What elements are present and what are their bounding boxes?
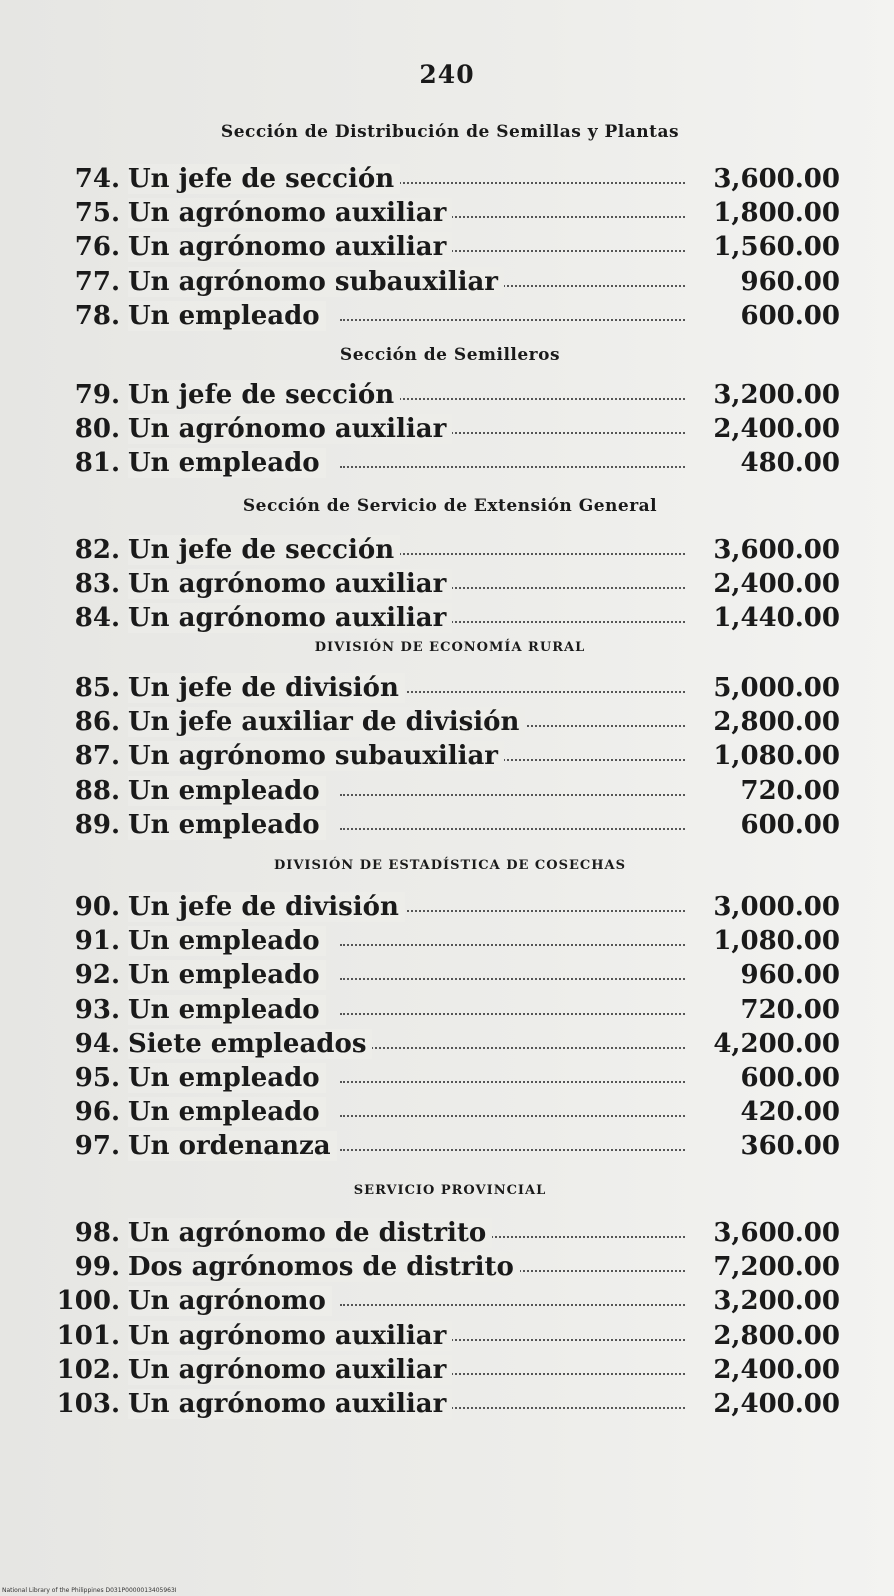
item-description xyxy=(128,926,326,956)
budget-line-item xyxy=(40,164,840,196)
budget-line-item xyxy=(40,1321,840,1353)
item-description xyxy=(128,198,452,228)
item-amount: 600.00 xyxy=(740,809,840,840)
item-description-text: Un jefe de sección xyxy=(128,164,400,194)
item-description xyxy=(128,1131,337,1161)
item-number: 97. xyxy=(74,1131,120,1162)
budget-line-item xyxy=(40,707,840,739)
item-description xyxy=(128,232,452,262)
item-amount: 720.00 xyxy=(740,775,840,806)
item-description xyxy=(128,267,504,297)
budget-line-item xyxy=(40,569,840,601)
item-description xyxy=(128,414,452,444)
item-description-text: Un empleado xyxy=(128,810,326,840)
item-description-text: Un jefe de sección xyxy=(128,535,400,565)
budget-line-item xyxy=(40,1286,840,1318)
item-description xyxy=(128,892,405,922)
item-description-text: Un empleado xyxy=(128,1063,326,1093)
item-number: 74. xyxy=(74,164,120,194)
budget-line-item xyxy=(40,926,840,958)
budget-line-item xyxy=(40,1029,840,1061)
dotted-leader xyxy=(340,1013,685,1015)
item-number: 89. xyxy=(74,809,120,840)
item-description-text: Un jefe de división xyxy=(128,892,405,922)
item-description xyxy=(128,673,405,703)
item-amount: 3,600.00 xyxy=(713,535,840,565)
item-description xyxy=(128,1286,332,1316)
item-description-text: Un empleado xyxy=(128,1097,326,1127)
item-description xyxy=(128,1321,452,1351)
item-amount: 1,080.00 xyxy=(713,926,840,957)
budget-line-item xyxy=(40,535,840,567)
item-description-text: Un agrónomo auxiliar xyxy=(128,414,452,444)
budget-line-item xyxy=(40,810,840,842)
item-amount: 1,440.00 xyxy=(713,603,840,634)
item-amount: 3,200.00 xyxy=(713,380,840,410)
item-number: 99. xyxy=(74,1252,120,1283)
budget-line-item xyxy=(40,1131,840,1163)
section-heading: SERVICIO PROVINCIAL xyxy=(353,1183,547,1198)
item-description-text: Dos agrónomos de distrito xyxy=(128,1252,520,1282)
item-description xyxy=(128,301,326,331)
item-number: 85. xyxy=(74,673,120,703)
budget-line-item xyxy=(40,1355,840,1387)
page-number: 240 xyxy=(419,60,475,89)
budget-line-item xyxy=(40,1252,840,1284)
item-number: 92. xyxy=(74,960,120,991)
section-heading: DIVISIÓN DE ESTADÍSTICA DE COSECHAS xyxy=(273,858,626,873)
item-number: 103. xyxy=(56,1389,120,1419)
item-number: 76. xyxy=(74,232,120,263)
budget-line-item xyxy=(40,673,840,705)
dotted-leader xyxy=(340,794,685,796)
item-description xyxy=(128,1063,326,1093)
item-amount: 480.00 xyxy=(740,448,840,479)
item-amount: 2,400.00 xyxy=(713,414,840,445)
item-number: 101. xyxy=(56,1320,120,1351)
item-number: 91. xyxy=(74,926,120,957)
item-description-text: Un agrónomo auxiliar xyxy=(128,1355,452,1385)
item-description-text: Un empleado xyxy=(128,776,326,806)
budget-line-item xyxy=(40,960,840,992)
budget-line-item xyxy=(40,380,840,412)
budget-line-item xyxy=(40,1389,840,1421)
item-number: 100. xyxy=(56,1286,120,1317)
dotted-leader xyxy=(340,1149,685,1151)
item-amount: 600.00 xyxy=(740,1063,840,1093)
item-number: 84. xyxy=(74,603,120,634)
item-amount: 1,800.00 xyxy=(713,198,840,229)
dotted-leader xyxy=(340,1081,685,1083)
item-description xyxy=(128,603,452,633)
item-amount: 2,800.00 xyxy=(713,707,840,738)
item-description xyxy=(128,164,400,194)
item-description xyxy=(128,569,452,599)
item-amount: 7,200.00 xyxy=(713,1252,840,1283)
item-description-text: Un jefe de división xyxy=(128,673,405,703)
item-number: 80. xyxy=(74,414,120,445)
item-number: 87. xyxy=(74,741,120,772)
item-description xyxy=(128,1029,372,1059)
dotted-leader xyxy=(340,1304,685,1306)
item-number: 96. xyxy=(74,1097,120,1128)
dotted-leader xyxy=(340,1047,685,1049)
item-description xyxy=(128,810,326,840)
item-amount: 3,600.00 xyxy=(713,1218,840,1248)
dotted-leader xyxy=(340,1115,685,1117)
item-description xyxy=(128,960,326,990)
budget-line-item xyxy=(40,448,840,480)
item-description-text: Un agrónomo auxiliar xyxy=(128,198,452,228)
budget-line-item xyxy=(40,892,840,924)
item-amount: 720.00 xyxy=(740,994,840,1025)
item-number: 78. xyxy=(74,300,120,331)
dotted-leader xyxy=(340,828,685,830)
section-heading: DIVISIÓN DE ECONOMÍA RURAL xyxy=(314,640,586,655)
item-description xyxy=(128,1097,326,1127)
item-number: 83. xyxy=(74,569,120,600)
item-description-text: Un ordenanza xyxy=(128,1131,337,1161)
item-description xyxy=(128,776,326,806)
item-amount: 1,560.00 xyxy=(713,232,840,263)
item-number: 81. xyxy=(74,448,120,479)
budget-line-item xyxy=(40,776,840,808)
item-description xyxy=(128,741,504,771)
item-description xyxy=(128,1389,452,1419)
item-amount: 420.00 xyxy=(740,1097,840,1128)
item-description-text: Un agrónomo auxiliar xyxy=(128,232,452,262)
item-number: 98. xyxy=(74,1218,120,1248)
item-amount: 360.00 xyxy=(740,1131,840,1162)
budget-line-item xyxy=(40,1218,840,1250)
item-number: 86. xyxy=(74,707,120,738)
item-description-text: Un empleado xyxy=(128,926,326,956)
item-description-text: Un agrónomo auxiliar xyxy=(128,569,452,599)
item-description-text: Un agrónomo subauxiliar xyxy=(128,741,504,771)
item-description xyxy=(128,995,326,1025)
item-description-text: Un agrónomo subauxiliar xyxy=(128,267,504,297)
dotted-leader xyxy=(340,944,685,946)
item-amount: 4,200.00 xyxy=(713,1028,840,1059)
item-number: 102. xyxy=(56,1354,120,1385)
item-amount: 3,000.00 xyxy=(713,892,840,922)
item-amount: 2,400.00 xyxy=(713,569,840,600)
item-amount: 1,080.00 xyxy=(713,741,840,772)
budget-line-item xyxy=(40,414,840,446)
item-number: 82. xyxy=(74,535,120,565)
item-description xyxy=(128,1355,452,1385)
budget-line-item xyxy=(40,232,840,264)
item-amount: 960.00 xyxy=(740,960,840,991)
item-description xyxy=(128,1218,492,1248)
budget-line-item xyxy=(40,995,840,1027)
item-number: 95. xyxy=(74,1063,120,1093)
item-amount: 2,800.00 xyxy=(713,1320,840,1351)
dotted-leader xyxy=(340,978,685,980)
item-description xyxy=(128,448,326,478)
item-number: 93. xyxy=(74,994,120,1025)
dotted-leader xyxy=(340,466,685,468)
budget-line-item xyxy=(40,1097,840,1129)
section-heading: Sección de Semilleros xyxy=(339,345,561,365)
item-description-text: Un empleado xyxy=(128,448,326,478)
budget-line-item xyxy=(40,198,840,230)
item-amount: 2,400.00 xyxy=(713,1389,840,1419)
item-description xyxy=(128,1252,520,1282)
dotted-leader xyxy=(340,319,685,321)
item-description-text: Un agrónomo auxiliar xyxy=(128,1321,452,1351)
item-description-text: Un jefe auxiliar de división xyxy=(128,707,525,737)
budget-line-item xyxy=(40,301,840,333)
budget-line-item xyxy=(40,267,840,299)
item-number: 77. xyxy=(74,266,120,297)
budget-line-item xyxy=(40,603,840,635)
item-description-text: Un empleado xyxy=(128,960,326,990)
item-description xyxy=(128,535,400,565)
item-amount: 600.00 xyxy=(740,300,840,331)
item-amount: 3,200.00 xyxy=(713,1286,840,1317)
item-description xyxy=(128,707,525,737)
item-description-text: Siete empleados xyxy=(128,1029,372,1059)
budget-line-item xyxy=(40,741,840,773)
budget-line-item xyxy=(40,1063,840,1095)
item-number: 90. xyxy=(74,892,120,922)
item-description-text: Un agrónomo auxiliar xyxy=(128,1389,452,1419)
item-amount: 2,400.00 xyxy=(713,1354,840,1385)
item-description-text: Un agrónomo auxiliar xyxy=(128,603,452,633)
footer-attribution: National Library of the Philippines D031P0000013405963I xyxy=(2,1587,177,1594)
item-number: 75. xyxy=(74,198,120,229)
item-number: 94. xyxy=(74,1028,120,1059)
item-amount: 960.00 xyxy=(740,266,840,297)
item-description-text: Un agrónomo xyxy=(128,1286,332,1316)
item-description-text: Un empleado xyxy=(128,301,326,331)
section-heading: Sección de Servicio de Extensión General xyxy=(242,496,658,516)
item-amount: 3,600.00 xyxy=(713,164,840,194)
item-number: 79. xyxy=(74,380,120,410)
item-description-text: Un jefe de sección xyxy=(128,380,400,410)
item-description-text: Un agrónomo de distrito xyxy=(128,1218,492,1248)
section-heading: Sección de Distribución de Semillas y Plantas xyxy=(220,122,680,142)
item-amount: 5,000.00 xyxy=(713,673,840,703)
item-description-text: Un empleado xyxy=(128,995,326,1025)
item-number: 88. xyxy=(74,775,120,806)
item-description xyxy=(128,380,400,410)
